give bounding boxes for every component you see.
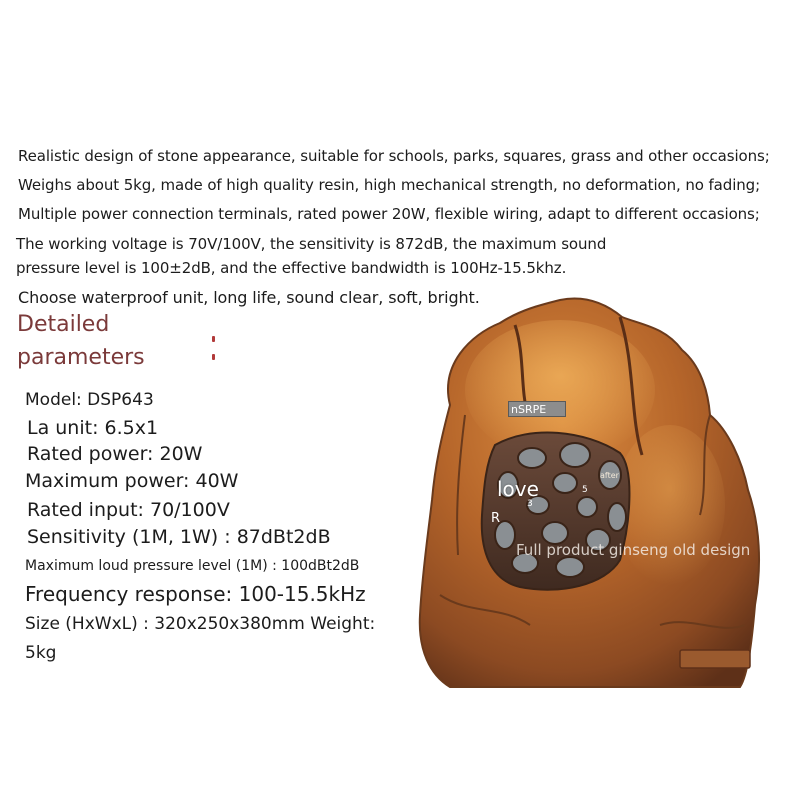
spec-max-power: Maximum power: 40W — [25, 470, 239, 492]
spec-unit: La unit: 6.5x1 — [27, 417, 159, 439]
feature-line-4: The working voltage is 70V/100V, the sensitivity is 872dB, the maximum sound — [16, 235, 607, 253]
overlay-mark-5: 5 — [582, 485, 588, 495]
feature-line-5: pressure level is 100±2dB, and the effective bandwidth is 100Hz-15.5khz. — [16, 259, 567, 277]
spec-frequency: Frequency response: 100-15.5kHz — [25, 582, 366, 606]
spec-model: Model: DSP643 — [25, 390, 154, 410]
rock-speaker-image — [410, 295, 780, 695]
feature-line-1: Realistic design of stone appearance, suitable for schools, parks, squares, grass and other occasions; — [18, 147, 770, 165]
overlay-mark-3: 3 — [527, 499, 533, 509]
overlay-love-text: love — [497, 477, 539, 501]
overlay-mark-r: R — [491, 511, 501, 526]
spec-rated-input: Rated input: 70/100V — [27, 499, 230, 521]
feature-line-2: Weighs about 5kg, made of high quality resin, high mechanical strength, no deformation, no fading; — [18, 176, 761, 194]
rock-speaker-illustration — [410, 295, 780, 695]
heading-marker-dot — [212, 354, 215, 360]
spec-rated-power: Rated power: 20W — [27, 443, 203, 465]
spec-size-weight: Size (HxWxL) : 320x250x380mm Weight: — [25, 614, 376, 634]
overlay-mark-after: after — [600, 471, 619, 480]
heading-marker-dot — [212, 336, 215, 342]
product-caption: Full product ginseng old design — [516, 541, 751, 559]
spec-sensitivity: Sensitivity (1M, 1W) : 87dBt2dB — [27, 526, 331, 548]
spec-weight-value: 5kg — [25, 643, 57, 663]
product-label-plate: nSRPE — [508, 401, 566, 417]
feature-line-3: Multiple power connection terminals, rated power 20W, flexible wiring, adapt to different occasions; — [18, 205, 760, 223]
section-heading-line-1: Detailed — [17, 312, 110, 337]
feature-line-6: Choose waterproof unit, long life, sound clear, soft, bright. — [18, 288, 480, 307]
spec-max-spl: Maximum loud pressure level (1M) : 100dBt2dB — [25, 558, 360, 574]
section-heading-line-2: parameters — [17, 345, 145, 370]
